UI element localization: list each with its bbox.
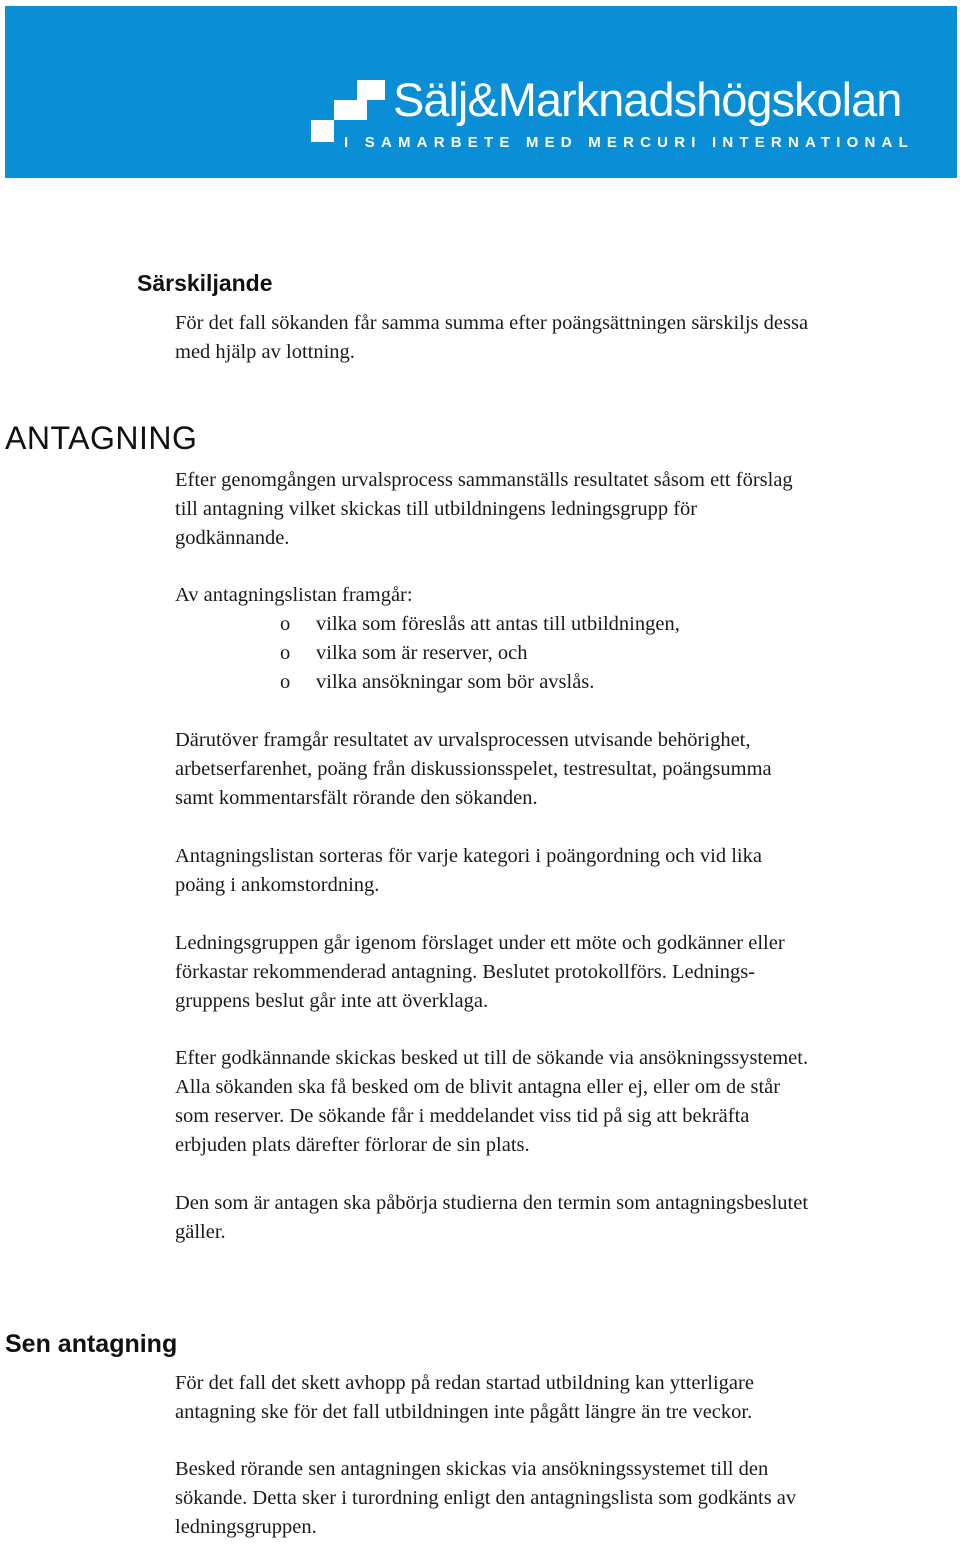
text-line: erbjuden plats därefter förlorar de sin plats. xyxy=(175,1134,530,1156)
text-line: som reserver. De sökande får i meddelandet viss tid på sig att bekräfta xyxy=(175,1105,750,1127)
paragraph-resultat xyxy=(175,726,955,813)
list-intro xyxy=(175,581,955,610)
text-line: Besked rörande sen antagningen skickas via ansökningssystemet till den xyxy=(175,1458,769,1480)
list-item-text: vilka som är reserver, och xyxy=(316,642,528,664)
heading-sen-antagning: Sen antagning xyxy=(5,1330,178,1358)
text-line: gruppens beslut går inte att överklaga. xyxy=(175,990,489,1012)
text-line: Därutöver framgår resultatet av urvalsprocessen utvisande behörighet, xyxy=(175,729,751,751)
text-line: arbetserfarenhet, poäng från diskussionsspelet, testresultat, poängsumma xyxy=(175,758,772,780)
logo-tagline: I SAMARBETE MED MERCURI INTERNATIONAL xyxy=(344,134,914,151)
text-line: Efter godkännande skickas besked ut till de sökande via ansökningssystemet. xyxy=(175,1047,809,1069)
bullet-icon: o xyxy=(280,642,291,664)
logo-banner xyxy=(5,6,957,178)
text-line: För det fall det skett avhopp på redan startad utbildning kan ytterligare xyxy=(175,1372,754,1394)
antagning-list xyxy=(175,610,875,697)
list-item xyxy=(175,639,875,668)
text-line: sökande. Detta sker i turordning enligt den antagningslista som godkänts av xyxy=(175,1487,797,1509)
text-line: Den som är antagen ska påbörja studierna den termin som antagningsbeslutet xyxy=(175,1192,809,1214)
text-line: godkännande. xyxy=(175,527,290,549)
text-line: För det fall sökanden får samma summa efter poängsättningen särskiljs dessa xyxy=(175,312,809,334)
bullet-icon: o xyxy=(280,671,291,693)
list-item-text: vilka ansökningar som bör avslås. xyxy=(316,671,595,693)
text-line: Antagningslistan sorteras för varje kategori i poängordning och vid lika xyxy=(175,845,762,867)
paragraph-termin xyxy=(175,1189,955,1247)
text-line: Av antagningslistan framgår: xyxy=(175,584,413,606)
heading-sarskiljande: Särskiljande xyxy=(137,270,273,296)
logo-mark-icon xyxy=(311,80,391,142)
logo-name: Sälj&Marknadshögskolan xyxy=(393,73,902,126)
paragraph-sarskiljande xyxy=(175,309,955,367)
text-line: Efter genomgången urvalsprocess sammanställs resultatet såsom ett förslag xyxy=(175,469,793,491)
paragraph-antagning-intro xyxy=(175,466,955,553)
text-line: Alla sökanden ska få besked om de blivit antagna eller ej, eller om de står xyxy=(175,1076,781,1098)
text-line: antagning ske för det fall utbildningen inte pågått längre än tre veckor. xyxy=(175,1401,753,1423)
list-item xyxy=(175,668,875,697)
list-item-text: vilka som föreslås att antas till utbildningen, xyxy=(316,613,680,635)
paragraph-sen-antagning-2 xyxy=(175,1455,955,1542)
paragraph-besked xyxy=(175,1044,955,1160)
text-line: ledningsgruppen. xyxy=(175,1516,317,1538)
text-line: till antagning vilket skickas till utbildningens ledningsgrupp för xyxy=(175,498,698,520)
heading-antagning: ANTAGNING xyxy=(5,420,198,456)
text-line: samt kommentarsfält rörande den sökanden. xyxy=(175,787,538,809)
list-item xyxy=(175,610,875,639)
text-line: gäller. xyxy=(175,1221,226,1243)
text-line: poäng i ankomstordning. xyxy=(175,874,380,896)
paragraph-sortering xyxy=(175,842,955,900)
text-line: förkastar rekommenderad antagning. Beslutet protokollförs. Lednings- xyxy=(175,961,756,983)
text-line: Ledningsgruppen går igenom förslaget under ett möte och godkänner eller xyxy=(175,932,785,954)
text-line: med hjälp av lottning. xyxy=(175,341,355,363)
paragraph-sen-antagning-1 xyxy=(175,1369,955,1427)
bullet-icon: o xyxy=(280,613,291,635)
paragraph-ledningsgrupp xyxy=(175,929,955,1016)
